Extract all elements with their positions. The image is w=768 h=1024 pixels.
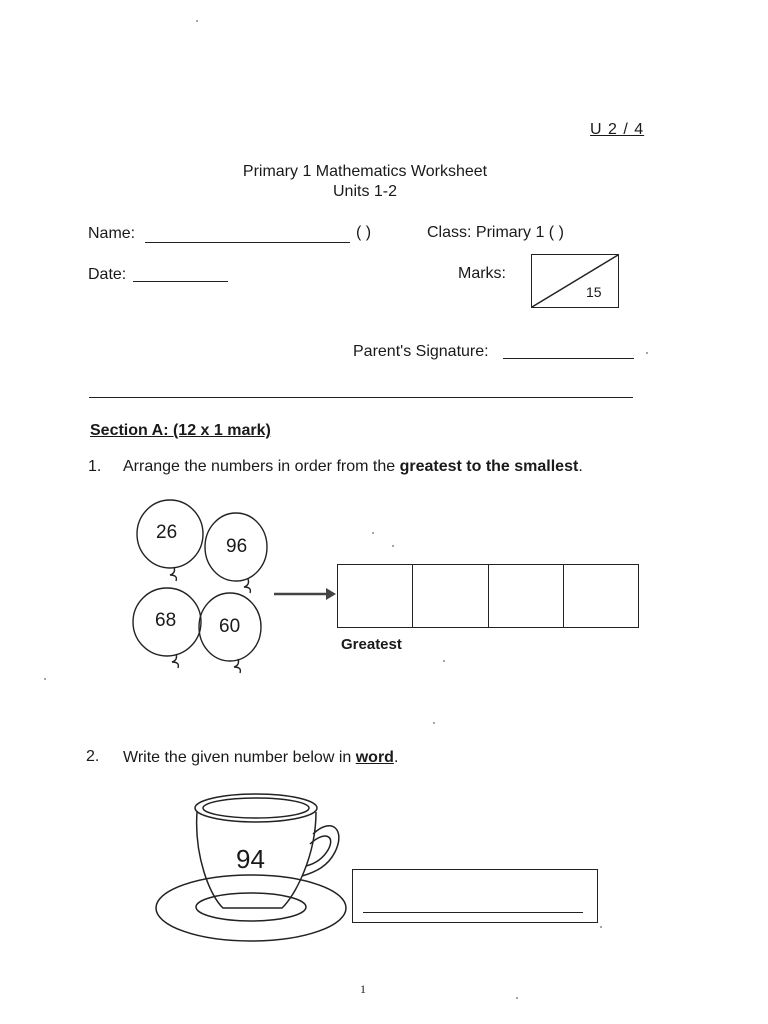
date-field[interactable] (133, 265, 228, 282)
scan-speck (433, 722, 435, 724)
answer-box-3[interactable] (489, 565, 564, 627)
balloon-label-2: 96 (226, 536, 248, 557)
section-a-heading: Section A: (12 x 1 mark) (90, 422, 271, 439)
name-label: Name: (88, 225, 136, 242)
q1-prompt-emphasis: greatest to the smallest (399, 458, 579, 475)
arrow-icon (272, 586, 338, 602)
q2-prompt-emphasis: word (355, 749, 394, 766)
class-label: Class: Primary 1 ( ) (427, 224, 564, 241)
worksheet-units: Units 1-2 (332, 183, 398, 200)
page-number: 1 (360, 982, 366, 996)
q2-prompt (123, 749, 398, 767)
answer-box-2[interactable] (413, 565, 488, 627)
q1-prompt (123, 458, 583, 476)
scan-speck (516, 997, 518, 999)
scan-speck (392, 545, 394, 547)
marks-diagonal (532, 255, 618, 307)
greatest-label: Greatest (341, 636, 402, 653)
marks-box[interactable] (531, 254, 619, 308)
page-code: U 2 / 4 (590, 121, 645, 138)
balloons-figure (128, 496, 278, 676)
q2-answer-line (363, 912, 583, 913)
q2-answer-box[interactable] (352, 869, 598, 923)
name-index-brackets: ( ) (356, 224, 372, 241)
name-field[interactable] (145, 226, 350, 243)
date-label: Date: (88, 266, 127, 283)
answer-box-4[interactable] (564, 565, 638, 627)
balloon-label-3: 68 (155, 610, 177, 631)
scan-speck (372, 532, 374, 534)
q1-prompt-end: . (578, 458, 583, 475)
scan-speck (443, 660, 445, 662)
signature-label: Parent's Signature: (353, 343, 489, 360)
scan-speck (600, 926, 602, 928)
q1-answer-boxes (337, 564, 639, 628)
worksheet-title: Primary 1 Mathematics Worksheet (242, 163, 488, 180)
q1-number: 1. (88, 458, 102, 475)
q2-prompt-start: Write the given number below in (123, 749, 356, 766)
answer-box-1[interactable] (338, 565, 413, 627)
header-divider (89, 397, 633, 398)
scan-speck (44, 678, 46, 680)
scan-speck (196, 20, 198, 22)
q2-number: 2. (86, 748, 100, 765)
balloon-label-1: 26 (156, 522, 178, 543)
scan-speck (646, 352, 648, 354)
cup-number: 94 (236, 844, 265, 874)
marks-label: Marks: (458, 265, 506, 282)
signature-field[interactable] (503, 342, 634, 359)
q2-prompt-end: . (393, 749, 399, 766)
marks-total: 15 (586, 284, 602, 300)
balloon-label-4: 60 (219, 616, 241, 637)
q1-prompt-start: Arrange the numbers in order from the (123, 458, 400, 475)
